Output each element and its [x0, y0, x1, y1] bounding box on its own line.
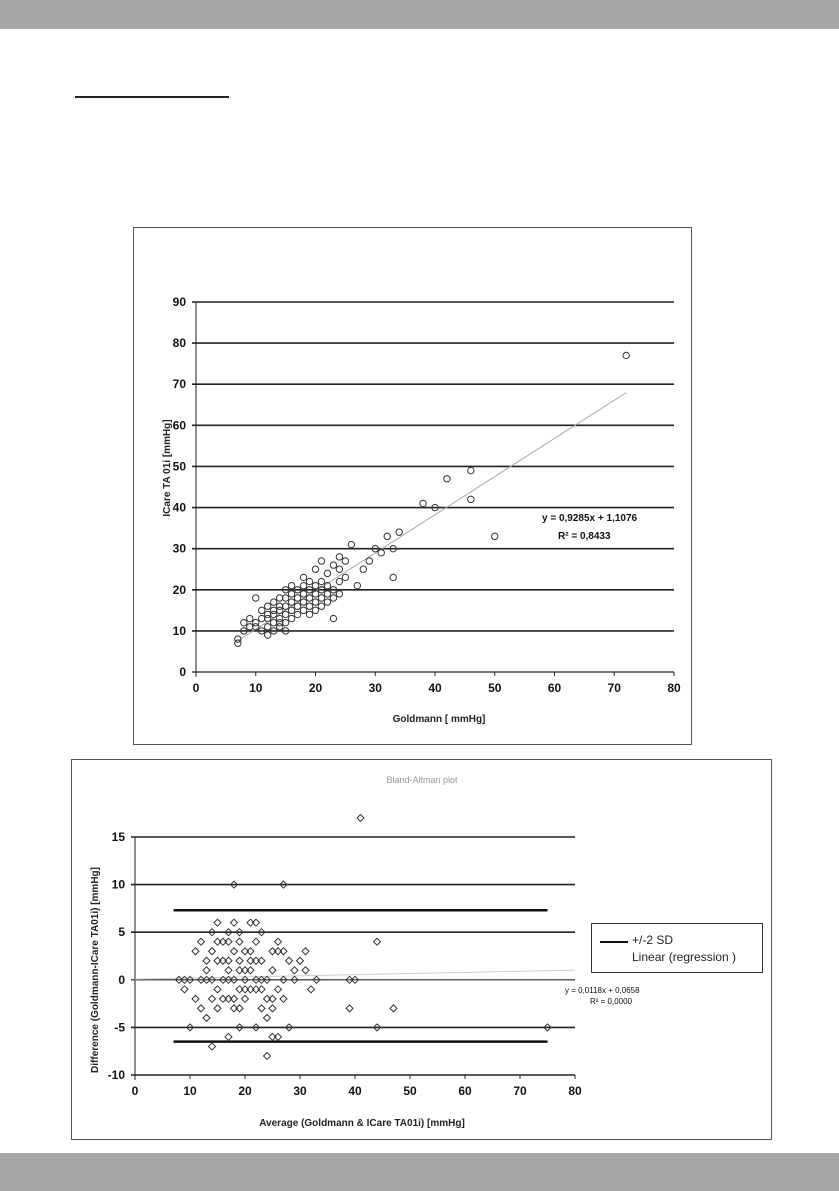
scatter-point	[378, 550, 384, 556]
scatter-point	[300, 574, 306, 580]
scatter-point	[300, 599, 306, 605]
bland-altman-point	[291, 967, 298, 974]
bland-altman-point	[308, 986, 315, 993]
scatter-point	[330, 562, 336, 568]
scatter-point	[294, 595, 300, 601]
scatter-point	[396, 529, 402, 535]
scatter-point	[288, 599, 294, 605]
bland-altman-point	[346, 1005, 353, 1012]
y-tick-label: 60	[172, 418, 186, 433]
scatter-point	[247, 615, 253, 621]
bland-altman-point	[264, 1014, 271, 1021]
scatter-equation: y = 0,9285x + 1,1076	[542, 513, 638, 524]
y-tick-label: 20	[172, 582, 186, 597]
bland-altman-point	[203, 957, 210, 964]
bland-altman-point	[214, 1005, 221, 1012]
scatter-point	[265, 624, 271, 630]
bland-altman-gridlines	[131, 837, 575, 1080]
scatter-point	[253, 619, 259, 625]
bland-altman-point	[258, 1005, 265, 1012]
scatter-point	[288, 591, 294, 597]
bland-altman-point	[297, 957, 304, 964]
y-tick-label: 0	[118, 972, 125, 987]
scatter-point	[336, 566, 342, 572]
bland-altman-r-squared: R² = 0,0000	[590, 997, 633, 1006]
heading-underline	[75, 96, 229, 98]
scatter-point	[265, 603, 271, 609]
scatter-point	[270, 599, 276, 605]
bland-altman-point	[203, 967, 210, 974]
bland-altman-point	[275, 938, 282, 945]
scatter-point	[468, 496, 474, 502]
bland-altman-point	[209, 948, 216, 955]
scatter-point	[282, 603, 288, 609]
y-tick-label: 5	[118, 925, 125, 940]
x-tick-label: 20	[238, 1084, 252, 1098]
y-tick-label: -5	[114, 1020, 125, 1035]
bland-altman-title: Bland-Altman plot	[386, 775, 458, 785]
bland-altman-legend	[591, 923, 763, 973]
y-tick-label: 10	[172, 623, 186, 638]
scatter-point	[312, 582, 318, 588]
scatter-point	[420, 500, 426, 506]
scatter-point	[288, 615, 294, 621]
x-tick-label: 50	[488, 681, 502, 695]
x-tick-label: 30	[368, 681, 382, 695]
bland-altman-point	[231, 919, 238, 926]
bland-altman-point	[198, 938, 205, 945]
x-tick-label: 60	[458, 1084, 472, 1098]
scatter-point	[276, 615, 282, 621]
scatter-point	[253, 595, 259, 601]
legend-regression-label: Linear (regression )	[632, 950, 737, 964]
scatter-point	[348, 541, 354, 547]
scatter-point	[312, 566, 318, 572]
bland-altman-point	[269, 1005, 276, 1012]
regression-line	[135, 970, 575, 979]
scatter-point	[324, 591, 330, 597]
scatter-point	[330, 595, 336, 601]
scatter-point	[300, 582, 306, 588]
y-tick-label: -10	[107, 1068, 125, 1082]
bland-altman-point	[236, 938, 243, 945]
bland-altman-point	[236, 957, 243, 964]
scatter-point	[265, 611, 271, 617]
bland-altman-point	[264, 1052, 271, 1059]
scatter-chart-panel	[133, 227, 692, 745]
bland-altman-x-axis-title: Average (Goldmann & ICare TA01i) [mmHg]	[259, 1118, 465, 1129]
scatter-point	[623, 352, 629, 358]
scatter-point	[288, 582, 294, 588]
scatter-point	[312, 607, 318, 613]
scatter-point	[259, 607, 265, 613]
scatter-chart-svg	[134, 228, 693, 746]
y-tick-label: 10	[111, 877, 125, 892]
x-tick-label: 0	[192, 681, 200, 695]
bland-altman-point	[192, 995, 199, 1002]
scatter-point	[324, 599, 330, 605]
bland-altman-point	[192, 948, 199, 955]
x-tick-label: 30	[293, 1084, 307, 1098]
bland-altman-point	[269, 967, 276, 974]
bland-altman-point	[231, 948, 238, 955]
scatter-point	[300, 591, 306, 597]
y-tick-label: 15	[111, 830, 125, 844]
bland-altman-point	[275, 986, 282, 993]
scatter-point	[324, 570, 330, 576]
scatter-point	[318, 578, 324, 584]
bland-altman-point	[209, 1043, 216, 1050]
bland-altman-equation: y = 0,0118x + 0,0658	[565, 986, 640, 995]
x-tick-label: 40	[348, 1084, 362, 1098]
y-tick-label: 30	[172, 541, 186, 556]
scatter-point	[241, 619, 247, 625]
bland-altman-tick-labels	[108, 830, 582, 1098]
scatter-point	[342, 574, 348, 580]
scatter-point	[318, 603, 324, 609]
y-tick-label: 40	[172, 500, 186, 515]
bland-altman-point	[302, 967, 309, 974]
bland-altman-point	[225, 1033, 232, 1040]
legend-2sd-label: +/-2 SD	[632, 933, 674, 947]
bland-altman-point	[302, 948, 309, 955]
x-tick-label: 10	[249, 681, 263, 695]
scatter-point	[492, 533, 498, 539]
bland-altman-chart-panel	[71, 759, 772, 1140]
scatter-point	[282, 611, 288, 617]
scatter-point	[318, 558, 324, 564]
scatter-point	[354, 582, 360, 588]
x-tick-label: 50	[403, 1084, 417, 1098]
x-tick-label: 80	[568, 1084, 582, 1098]
x-tick-label: 80	[667, 681, 681, 695]
scatter-point	[282, 595, 288, 601]
y-tick-label: 0	[179, 665, 186, 679]
y-tick-label: 70	[172, 377, 186, 392]
scatter-point	[306, 603, 312, 609]
bland-altman-y-axis-title: Difference (Goldmann-ICare TA01i) [mmHg]	[90, 867, 101, 1073]
scatter-x-axis-title: Goldmann [ mmHg]	[392, 714, 486, 725]
scatter-point	[276, 595, 282, 601]
scatter-point	[300, 607, 306, 613]
scatter-point	[306, 595, 312, 601]
bland-altman-points	[176, 814, 552, 1059]
y-tick-label: 80	[172, 336, 186, 351]
x-tick-label: 10	[183, 1084, 197, 1098]
bland-altman-point	[390, 1005, 397, 1012]
scatter-point	[288, 607, 294, 613]
scatter-point	[270, 619, 276, 625]
scatter-point	[247, 624, 253, 630]
scatter-point	[270, 607, 276, 613]
scatter-point	[366, 558, 372, 564]
scatter-point	[318, 595, 324, 601]
scatter-point	[294, 611, 300, 617]
scatter-point	[294, 603, 300, 609]
bland-altman-point	[203, 1014, 210, 1021]
scatter-point	[390, 574, 396, 580]
scatter-point	[384, 533, 390, 539]
bland-altman-point	[214, 986, 221, 993]
scatter-point	[306, 578, 312, 584]
bland-altman-point	[181, 986, 188, 993]
bland-altman-point	[280, 995, 287, 1002]
legend-2sd-swatch	[600, 941, 628, 943]
scatter-y-axis-title: ICare TA 01i [mmHg]	[162, 419, 173, 517]
scatter-point	[342, 558, 348, 564]
x-tick-label: 0	[131, 1084, 139, 1098]
x-tick-label: 20	[308, 681, 323, 695]
scatter-point	[276, 603, 282, 609]
scatter-r-squared: R² = 0,8433	[558, 531, 611, 542]
y-tick-label: 50	[172, 459, 186, 474]
scatter-point	[312, 599, 318, 605]
x-tick-label: 60	[547, 681, 562, 695]
x-tick-label: 70	[513, 1084, 527, 1098]
bland-altman-point	[357, 814, 364, 821]
bland-altman-point	[214, 919, 221, 926]
bland-altman-point	[225, 967, 232, 974]
bland-altman-point	[209, 995, 216, 1002]
scatter-point	[259, 615, 265, 621]
scatter-tick-labels	[173, 295, 681, 695]
bland-altman-point	[286, 957, 293, 964]
bottom-gray-band	[0, 1153, 839, 1191]
scatter-point	[336, 554, 342, 560]
scatter-point	[444, 476, 450, 482]
scatter-point	[265, 632, 271, 638]
scatter-point	[468, 467, 474, 473]
scatter-point	[360, 566, 366, 572]
bland-altman-point	[242, 995, 249, 1002]
scatter-point	[336, 578, 342, 584]
bland-altman-point	[198, 1005, 205, 1012]
bland-altman-point	[253, 938, 260, 945]
x-tick-label: 70	[607, 681, 621, 695]
scatter-points	[235, 352, 630, 646]
scatter-point	[330, 615, 336, 621]
scatter-point	[336, 591, 342, 597]
bland-altman-point	[374, 938, 381, 945]
scatter-point	[282, 619, 288, 625]
scatter-point	[306, 611, 312, 617]
top-gray-band	[0, 0, 839, 29]
x-tick-label: 40	[428, 681, 442, 695]
y-tick-label: 90	[172, 295, 186, 309]
